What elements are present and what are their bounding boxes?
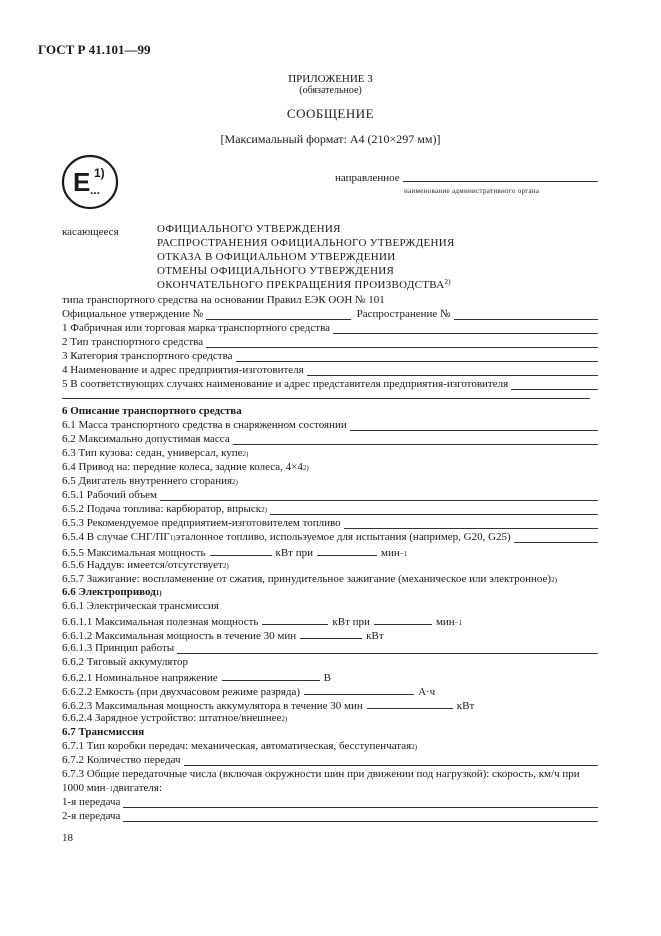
approval-field[interactable] [206,318,350,320]
item-6-6-2: 6.6.2 Тяговый аккумулятор [62,656,189,668]
extension-field[interactable] [454,318,598,320]
doc-title: СООБЩЕНИЕ [286,106,375,121]
item-6-5-2: 6.5.2 Подача топлива: карбюратор, впрыск 2) [62,503,600,517]
gear-2-field[interactable] [123,820,598,822]
annex-title: ПРИЛОЖЕНИЕ 3 [288,73,373,85]
item-2: 2 Тип транспортного средства [62,336,600,350]
item-6-6-2-2: 6.6.2.2 Емкость (при двухчасовом режиме разряда) А·ч [62,686,436,698]
item-6-5-1: 6.5.1 Рабочий объем [62,489,600,503]
item-6-5-4: 6.5.4 В случае СНГ/ПГ 1) эталонное топливо, используемое для испытания (например, G20, G25) [62,531,600,545]
item-6-6-1-3: 6.6.1.3 Принцип работы [62,642,600,656]
gear-2-row: 2-я передача [62,810,600,824]
gear-1-field[interactable] [123,806,598,808]
statement-withdrawal: ОТМЕНЫ ОФИЦИАЛЬНОГО УТВЕРЖДЕНИЯ [157,265,395,277]
statement-approval: ОФИЦИАЛЬНОГО УТВЕРЖДЕНИЯ [157,223,341,235]
document-header: ГОСТ Р 41.101—99 [38,42,151,57]
item-6-5-6: 6.5.6 Наддув: имеется/отсутствует 2) [62,559,229,571]
section-6-7: 6.7 Трансмиссия [62,726,145,738]
page-number: 18 [62,832,73,844]
annex-subtitle: (обязательное) [299,85,362,96]
e-mark-sup: 1) [94,166,105,180]
item-6-7-3: 6.7.3 Общие передаточные числа (включая окружности шин при движении под нагрузкой): скорость, км/ч при [62,768,580,780]
item-6-5-3: 6.5.3 Рекомендуемое предприятием-изготовителем топливо [62,517,600,531]
item-6-5-7: 6.5.7 Зажигание: воспламенение от сжатия, принудительное зажигание (механическое или электронное) 2) [62,573,557,585]
sent-field[interactable] [403,180,598,182]
item-6-1: 6.1 Масса транспортного средства в снаряженном состоянии [62,419,600,433]
item-6-3: 6.3 Тип кузова: седан, универсал, купе 2) [62,447,249,459]
item-6-5-5: 6.5.5 Максимальная мощность кВт при мин −1 [62,547,408,559]
concerning-label: касающееся [62,226,119,238]
item-6-6-2-4: 6.6.2.4 Зарядное устройство: штатное/внешнее 2) [62,712,288,724]
item-6-6-1-1: 6.6.1.1 Максимальная полезная мощность кВт при мин −1 [62,616,463,628]
item-6-5: 6.5 Двигатель внутреннего сгорания 2) [62,475,238,487]
item-6-7-1: 6.7.1 Тип коробки передач: механическая, автоматическая, бесступенчатая 2) [62,740,418,752]
sent-label: направленное [335,172,400,184]
item-6-2: 6.2 Максимально допустимая масса [62,433,600,447]
sent-caption: наименование административного органа [404,187,540,195]
item-6-7-3-cont: 1000 мин −1 двигателя: [62,782,163,794]
item-1: 1 Фабричная или торговая марка транспортного средства [62,322,600,336]
item-5-continuation[interactable] [62,398,590,399]
item-6-6-1-2: 6.6.1.2 Максимальная мощность в течение 30 мин кВт [62,630,384,642]
approval-row: Официальное утверждение № Распространение № [62,308,600,322]
statement-extension: РАСПРОСТРАНЕНИЯ ОФИЦИАЛЬНОГО УТВЕРЖДЕНИЯ [157,237,455,249]
e-mark-letter: E [73,167,91,197]
e-mark-dots: ... [90,183,101,197]
item-3: 3 Категория транспортного средства [62,350,600,364]
item-5: 5 В соответствующих случаях наименование и адрес представителя предприятия-изготовителя [62,378,600,392]
type-line: типа транспортного средства на основании Правил ЕЭК ООН № 101 [62,294,385,306]
item-6-4: 6.4 Привод на: передние колеса, задние колеса, 4×4 2) [62,461,309,473]
item-6-6-1: 6.6.1 Электрическая трансмиссия [62,600,219,612]
e-mark-icon [60,153,120,211]
section-6-6: 6.6 Электропривод 1) [62,586,162,598]
item-6-7-2: 6.7.2 Количество передач [62,754,600,768]
gear-1-row: 1-я передача [62,796,600,810]
section-6: 6 Описание транспортного средства [62,405,242,417]
statement-refusal: ОТКАЗА В ОФИЦИАЛЬНОМ УТВЕРЖДЕНИИ [157,251,396,263]
item-6-6-2-3: 6.6.2.3 Максимальная мощность аккумулятора в течение 30 мин кВт [62,700,475,712]
statement-discontinued: ОКОНЧАТЕЛЬНОГО ПРЕКРАЩЕНИЯ ПРОИЗВОДСТВА$^{2)}$ [157,278,451,291]
item-6-6-2-1: 6.6.2.1 Номинальное напряжение В [62,672,332,684]
format-note: [Максимальный формат: А4 (210×297 мм)] [220,132,441,146]
item-4: 4 Наименование и адрес предприятия-изготовителя [62,364,600,378]
